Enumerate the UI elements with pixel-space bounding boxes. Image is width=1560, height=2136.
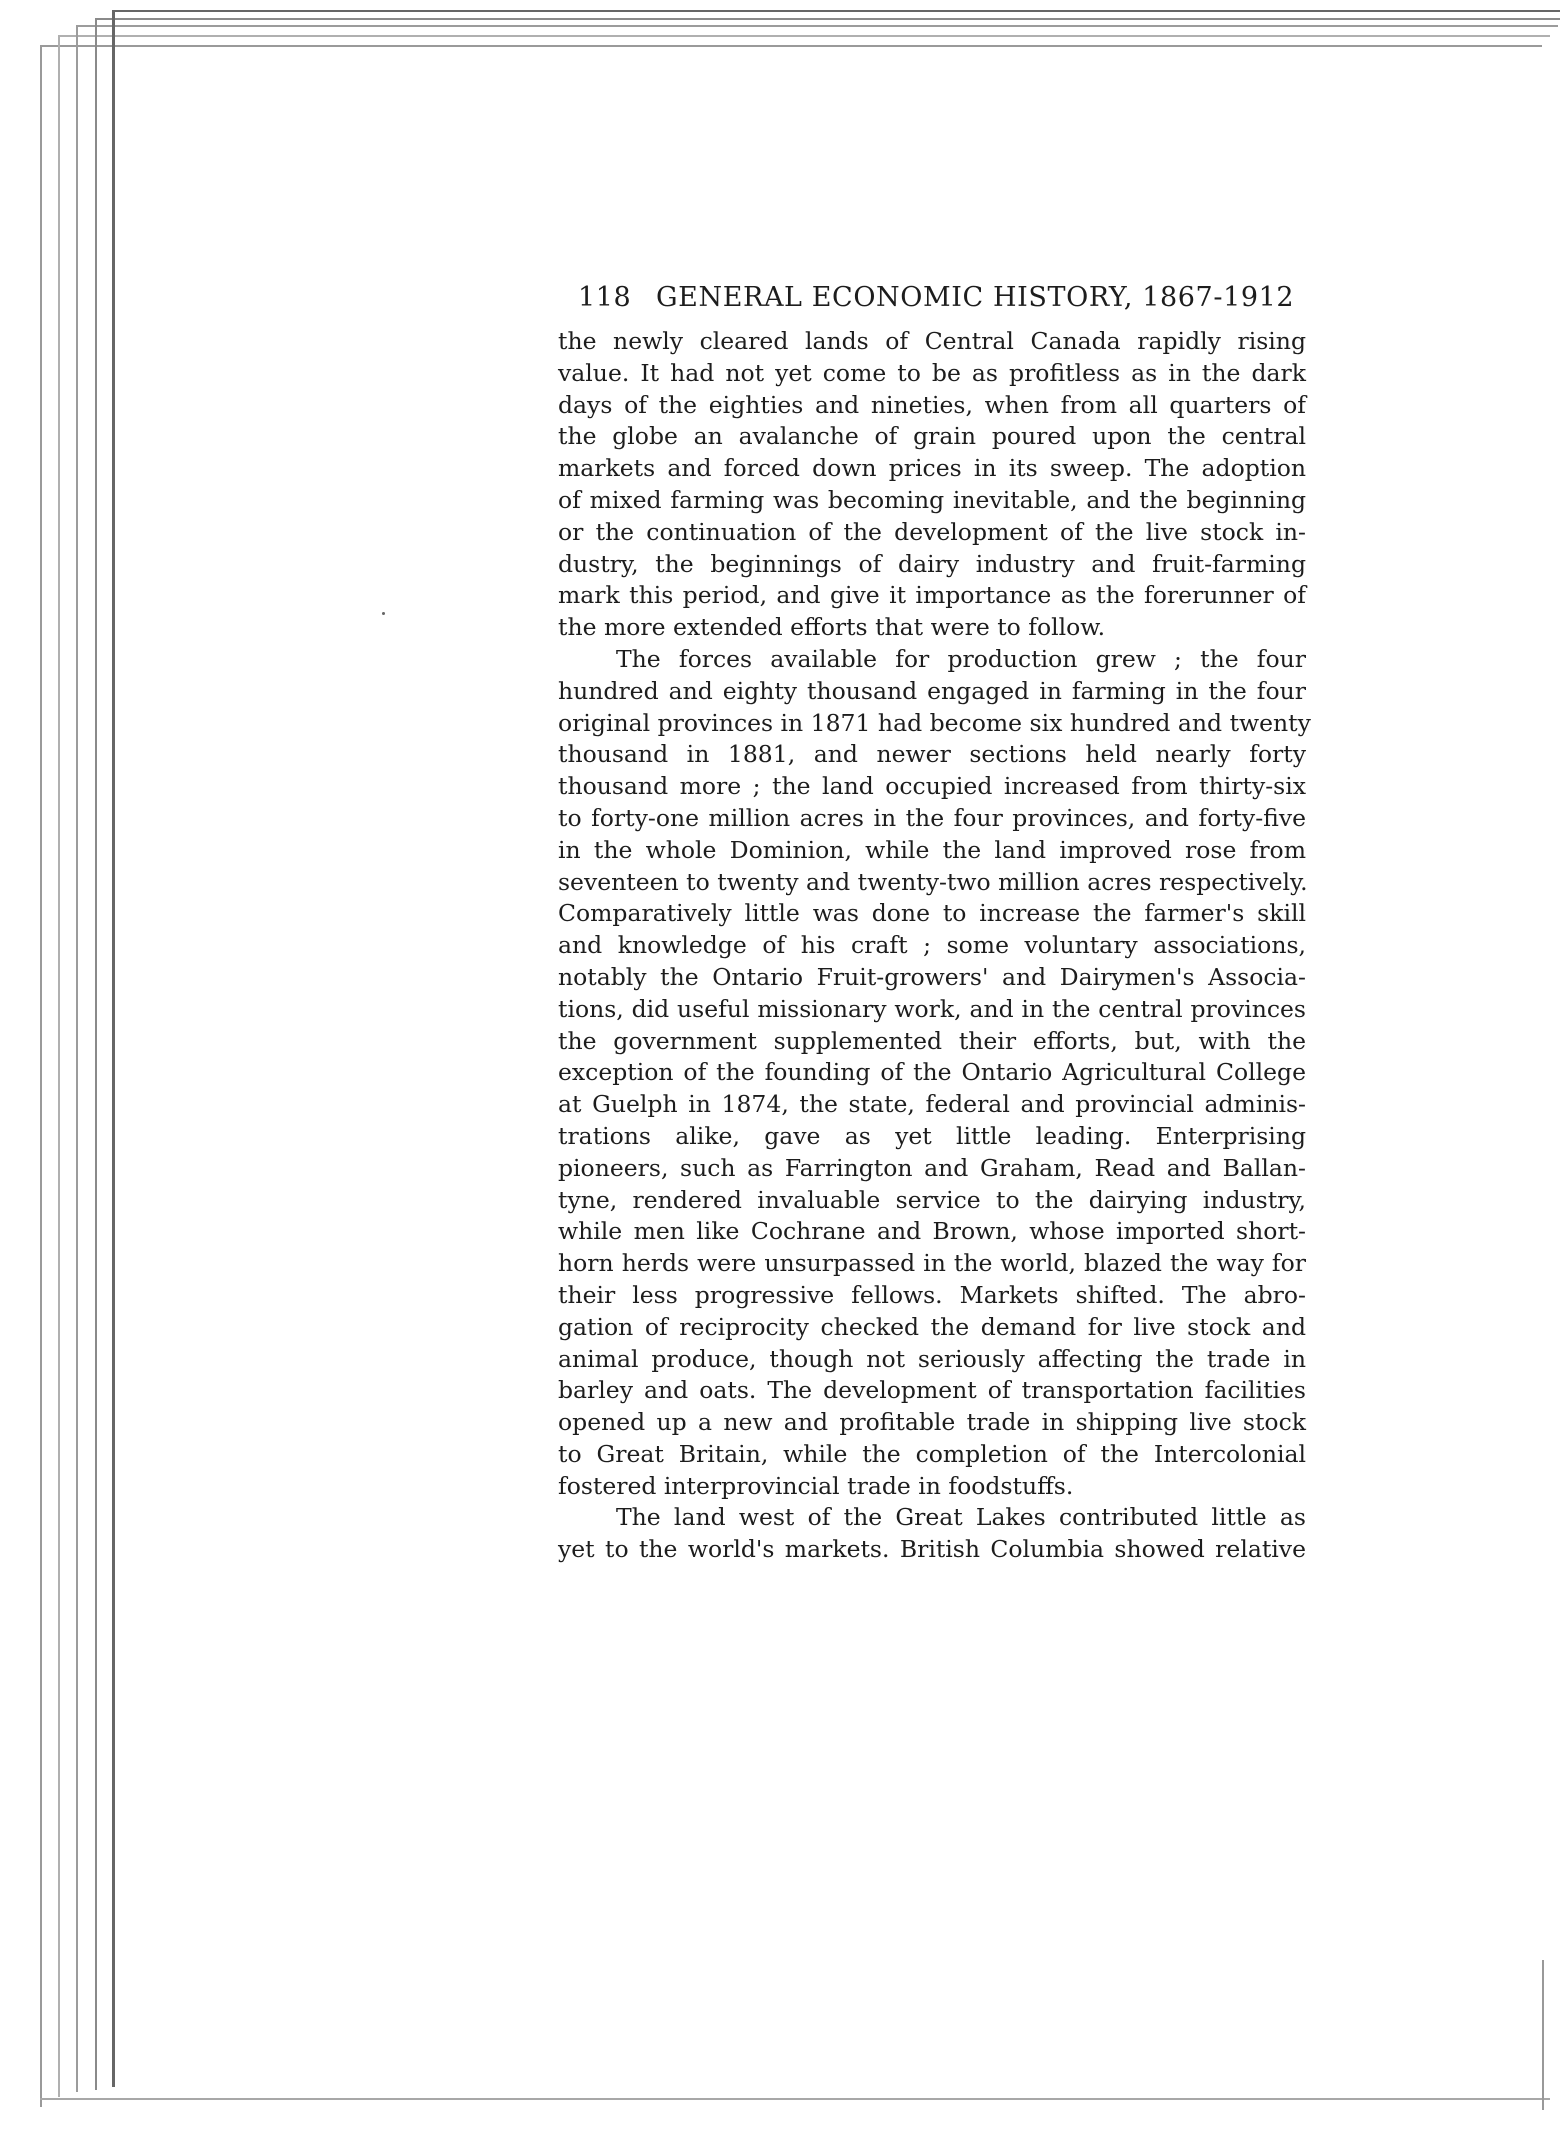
- text-line: original provinces in 1871 had become six hundred and twenty: [558, 708, 1311, 737]
- paper-speck: [382, 612, 385, 615]
- text-line: value. It had not yet come to be as profitless as in the dark: [558, 358, 1306, 387]
- text-line: at Guelph in 1874, the state, federal and provincial adminis-: [558, 1090, 1306, 1119]
- text-line: exception of the founding of the Ontario Agricultural College: [558, 1058, 1306, 1087]
- text-line: to forty-one million acres in the four provinces, and forty-five: [558, 803, 1306, 832]
- text-line: in the whole Dominion, while the land improved rose from: [558, 835, 1306, 864]
- text-line: fostered interprovincial trade in foodstuffs.: [558, 1471, 1074, 1500]
- text-line: Comparatively little was done to increase the farmer's skill: [558, 899, 1306, 928]
- text-line: or the continuation of the development of the live stock in-: [558, 517, 1306, 546]
- text-line: gation of reciprocity checked the demand for live stock and: [558, 1312, 1306, 1341]
- text-line: markets and forced down prices in its sweep. The adoption: [558, 454, 1306, 483]
- text-line: while men like Cochrane and Brown, whose imported short-: [558, 1217, 1306, 1246]
- page-number: 118: [578, 282, 632, 313]
- text-line: barley and oats. The development of transportation facilities: [558, 1376, 1306, 1405]
- text-line: days of the eighties and nineties, when from all quarters of: [558, 390, 1306, 419]
- text-line: animal produce, though not seriously affecting the trade in: [558, 1344, 1306, 1373]
- body-text: [558, 326, 1311, 1566]
- text-line: pioneers, such as Farrington and Graham, Read and Ballan-: [558, 1153, 1306, 1182]
- page-text-block: [558, 282, 1311, 1566]
- running-head: [558, 282, 1306, 326]
- text-line: The forces available for production grew ; the four: [616, 644, 1306, 673]
- text-line: opened up a new and profitable trade in shipping live stock: [558, 1408, 1306, 1437]
- page-bottom-edge: [40, 2098, 1550, 2100]
- text-line: to Great Britain, while the completion of the Intercolonial: [558, 1439, 1306, 1468]
- text-line: dustry, the beginnings of dairy industry and fruit-farming: [558, 549, 1306, 578]
- text-line: and knowledge of his craft ; some voluntary associations,: [558, 931, 1306, 960]
- text-line: the newly cleared lands of Central Canada rapidly rising: [558, 327, 1306, 355]
- text-line: of mixed farming was becoming inevitable, and the beginning: [558, 485, 1306, 514]
- text-line: the globe an avalanche of grain poured upon the central: [558, 422, 1306, 451]
- text-line: horn herds were unsurpassed in the world, blazed the way for: [558, 1249, 1306, 1278]
- text-line: their less progressive fellows. Markets shifted. The abro-: [558, 1280, 1306, 1309]
- text-line: the government supplemented their efforts, but, with the: [558, 1026, 1306, 1055]
- text-line: hundred and eighty thousand engaged in farming in the four: [558, 676, 1306, 705]
- text-line: mark this period, and give it importance as the forerunner of: [558, 581, 1306, 610]
- text-line: trations alike, gave as yet little leading. Enterprising: [558, 1121, 1306, 1150]
- text-line: thousand more ; the land occupied increased from thirty-six: [558, 772, 1306, 801]
- running-title: GENERAL ECONOMIC HISTORY, 1867-1912: [656, 282, 1295, 313]
- text-line: seventeen to twenty and twenty-two million acres respectively.: [558, 867, 1308, 896]
- page-right-edge: [1542, 1960, 1544, 2110]
- text-line: tyne, rendered invaluable service to the dairying industry,: [558, 1185, 1306, 1214]
- text-line: yet to the world's markets. British Columbia showed relative: [558, 1535, 1306, 1564]
- text-line: thousand in 1881, and newer sections held nearly forty: [558, 740, 1306, 769]
- text-line: notably the Ontario Fruit-growers' and Dairymen's Associa-: [558, 962, 1306, 991]
- text-line: tions, did useful missionary work, and in the central provinces: [558, 994, 1306, 1023]
- text-line: The land west of the Great Lakes contributed little as: [616, 1503, 1306, 1532]
- text-line: the more extended efforts that were to follow.: [558, 613, 1106, 642]
